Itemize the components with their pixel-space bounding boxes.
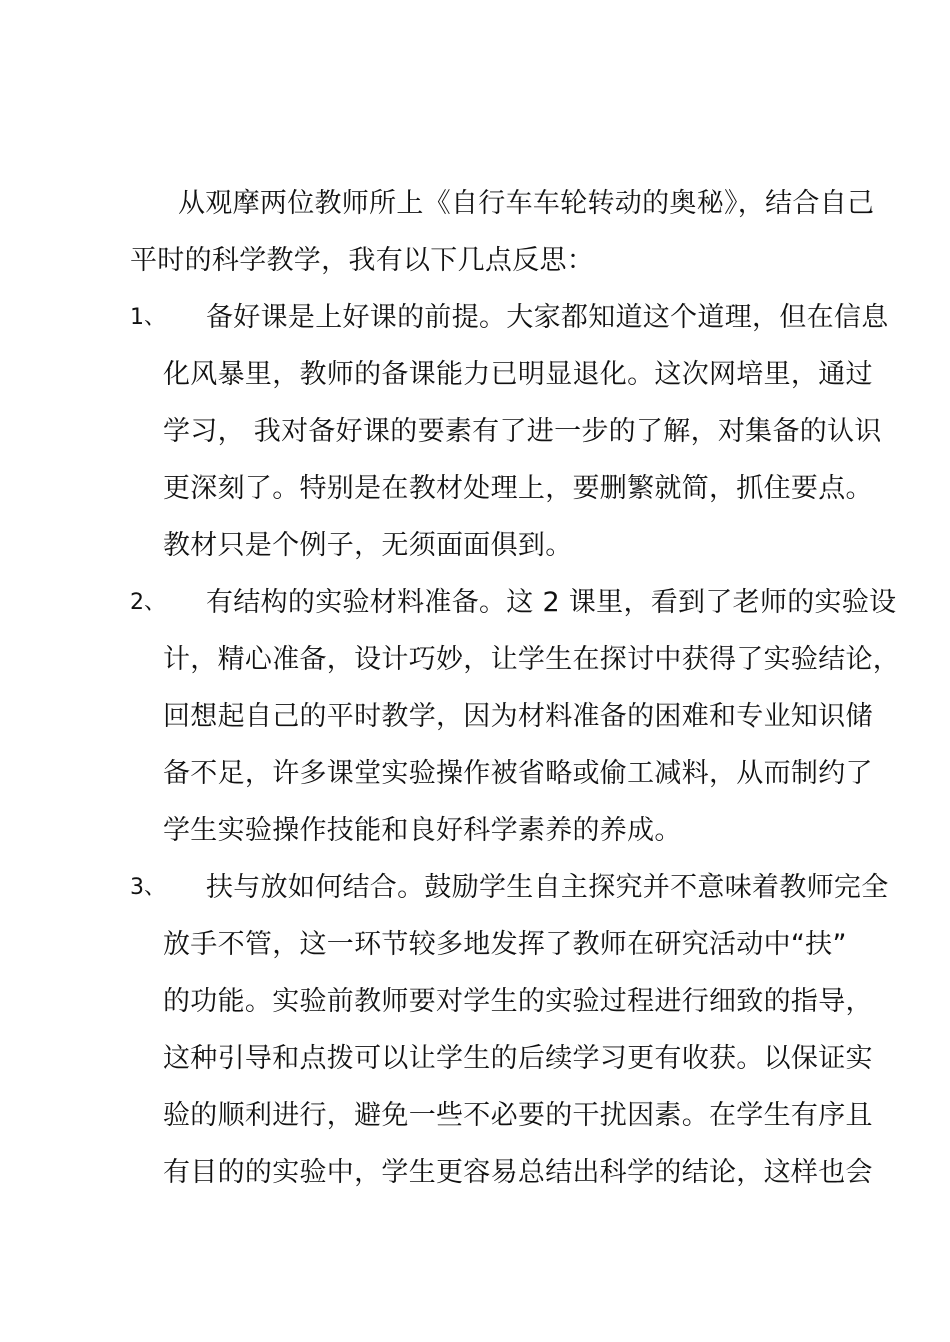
- item-3-line-5: 验的顺利进行，避免一些不必要的干扰因素。在学生有序且: [163, 1100, 873, 1131]
- item-2-line-1: 有结构的实验材料准备。这 2 课里，看到了老师的实验设: [206, 587, 897, 618]
- item-1-line-3: 学习， 我对备好课的要素有了进一步的了解，对集备的认识: [163, 416, 882, 447]
- item-1-line-5: 教材只是个例子，无须面面俱到。: [163, 530, 573, 561]
- item-2-line-4: 备不足，许多课堂实验操作被省略或偷工减料，从而制约了: [163, 758, 873, 789]
- item-1-number: 1、: [130, 305, 166, 330]
- item-2-line-2: 计，精心准备，设计巧妙，让学生在探讨中获得了实验结论，: [163, 644, 901, 675]
- item-2-line-3: 回想起自己的平时教学，因为材料准备的困难和专业知识储: [163, 701, 873, 732]
- item-1-line-4: 更深刻了。特别是在教材处理上，要删繁就简，抓住要点。: [163, 473, 873, 504]
- item-3-line-4: 这种引导和点拨可以让学生的后续学习更有收获。以保证实: [163, 1043, 873, 1074]
- item-2-number: 2、: [130, 590, 166, 615]
- item-1-line-2: 化风暴里，教师的备课能力已明显退化。这次网培里，通过: [163, 359, 873, 390]
- item-3-line-6: 有目的的实验中，学生更容易总结出科学的结论，这样也会: [163, 1157, 873, 1188]
- item-3-line-1: 扶与放如何结合。鼓励学生自主探究并不意味着教师完全: [206, 872, 889, 903]
- item-2-line-5: 学生实验操作技能和良好科学素养的养成。: [163, 815, 682, 846]
- intro-line-1: 从观摩两位教师所上《自行车车轮转动的奥秘》，结合自己: [178, 188, 875, 219]
- item-3-line-2: 放手不管，这一环节较多地发挥了教师在研究活动中“扶”: [163, 929, 847, 960]
- intro-line-2: 平时的科学教学，我有以下几点反思：: [130, 245, 595, 276]
- item-3-line-3: 的功能。实验前教师要对学生的实验过程进行细致的指导，: [163, 986, 873, 1017]
- item-3-number: 3、: [130, 875, 166, 900]
- item-1-line-1: 备好课是上好课的前提。大家都知道这个道理，但在信息: [206, 302, 889, 333]
